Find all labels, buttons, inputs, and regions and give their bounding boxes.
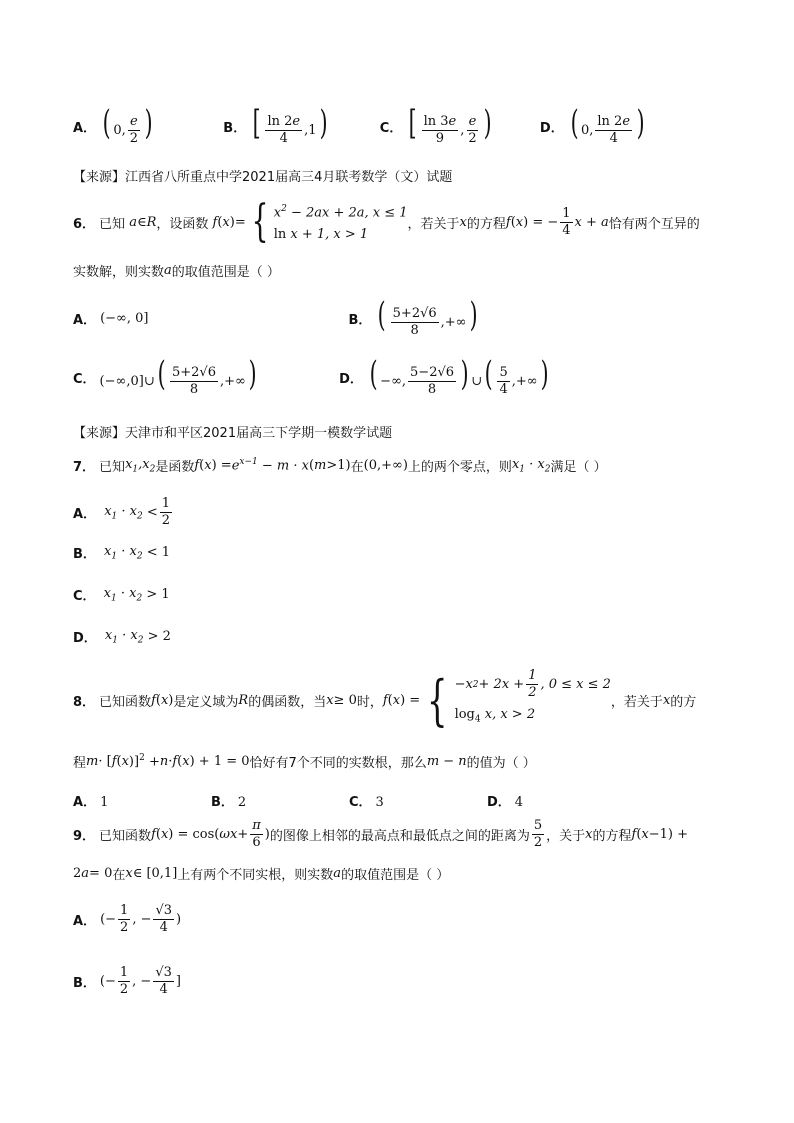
- q6-option-a-label: A．: [73, 313, 97, 328]
- q8-text: 的偶函数，当: [248, 695, 327, 711]
- q5-option-b-label: B．: [223, 121, 247, 136]
- q7-number: 7．: [73, 460, 96, 475]
- q8-piecewise: −x 2 + 2x + $\frac{1}{2}$ , 0 ≤ x ≤ 2 $\log_4 x$, x > 2: [454, 668, 611, 725]
- q8-text: 已知函数: [99, 695, 152, 711]
- q6-option-d-value: ( −∞, $\frac{5-2√6}{8}$ ) ∪( $\frac{5}{4}$ ,+∞): [369, 354, 549, 397]
- q7-option-b-label: B．: [73, 547, 96, 562]
- q7-option-d-label: D．: [73, 631, 97, 646]
- q8-option-b-value: 2: [237, 795, 247, 810]
- q8-option-b: [211, 791, 349, 810]
- q8-option-d-value: 4: [514, 795, 524, 810]
- q6-text: 的取值范围是（ ）: [171, 265, 280, 280]
- q9-text: 的图像上相邻的最高点和最低点之间的距离为: [269, 829, 530, 844]
- q6-text: 的方程: [466, 216, 506, 232]
- q7-stem: 7． 已知 $x_1,x_2$ 是函数 f ( x ) = $e^{x-1} - m \cdot x$ ( m >1) 在 (0,+∞) 上的两个零点，则 $x_1 \cdot x_2$ 满足（ ）: [73, 456, 607, 475]
- q8-option-c-label: C．: [349, 795, 372, 810]
- q7-text: 在: [350, 460, 364, 475]
- q7-option-d: D． $x_1 \cdot x_2$ > 2: [73, 627, 171, 646]
- q5-options-row: [73, 103, 647, 147]
- q5-option-a-label: A．: [73, 121, 97, 136]
- q8-options-row: [73, 791, 587, 810]
- q6-piecewise: $x^2 - 2ax + 2a$, x ≤ 1 ln x + 1, x > 1: [273, 204, 408, 243]
- q6-option-c-label: C．: [73, 372, 96, 387]
- q6-text: ，若关于: [407, 216, 460, 232]
- q5-option-d-value: ( 0, $\frac{\ln 2e}{4}$ ): [570, 103, 645, 146]
- q8-text: 的值为（ ）: [466, 756, 536, 771]
- q6-text: 恰有两个互异的: [608, 216, 700, 232]
- q8-text: ，若关于: [610, 695, 663, 711]
- q8-option-a-label: A．: [73, 795, 97, 810]
- q8-text: 时，: [356, 695, 383, 711]
- q8-option-a-value: 1: [100, 795, 109, 810]
- q6-text: ，设函数: [156, 216, 209, 232]
- q8-text: 的方: [670, 695, 697, 711]
- q7-option-b: B． $x_1 \cdot x_2$ < 1: [73, 543, 171, 562]
- q7-text: 是函数: [155, 460, 195, 475]
- source-note-2: 【来源】天津市和平区2021届高三下学期一模数学试题: [73, 426, 393, 441]
- q8-option-a: [73, 791, 211, 810]
- q6-number: 6．: [73, 216, 96, 232]
- q9-text: 已知函数: [99, 829, 152, 844]
- q9-text: ，关于: [546, 829, 586, 844]
- q5-option-d-label: D．: [539, 121, 564, 136]
- source-note-1: 【来源】江西省八所重点中学2021届高三4月联考数学（文）试题: [73, 170, 453, 185]
- q6-option-d-label: D．: [339, 372, 363, 387]
- q6-option-b-value: ( $\frac{5+2√6}{8}$ ,+∞): [378, 295, 478, 338]
- q6-line-1: 6． 已知 a ∈ R ，设函数 f ( x )= { $x^2 - 2ax + 2a$, x ≤ 1 ln x + 1, x > 1 ，若关于 x 的方程 f ( x ) = − $\frac{1}{4}$ x + a 恰有两个互异的: [73, 196, 700, 248]
- q9-line-2: 2 a = 0 在 x ∈ [0,1] 上有两个不同实根，则实数 a 的取值范围是（ ）: [73, 866, 450, 883]
- q8-option-b-label: B．: [211, 795, 234, 810]
- q6-text: 实数解，则实数: [73, 265, 165, 280]
- q5-option-c-label: C．: [379, 121, 403, 136]
- q7-text: 已知: [99, 460, 126, 475]
- q7-text: 上的两个零点，则: [407, 460, 512, 475]
- q8-line-2: 程 m · [ f ( x )]$^2$ + n · f ( x ) + 1 = 0 恰好有7个不同的实数根，那么 m − n 的值为（ ）: [73, 753, 536, 771]
- q9-text: 上有两个不同实根，则实数: [177, 868, 334, 883]
- q6-option-c-value: (−∞,0]∪( $\frac{5+2√6}{8}$ ,+∞): [99, 354, 257, 397]
- q7-option-a: A． $x_1 \cdot x_2$ < $\frac{1}{2}$: [73, 496, 171, 528]
- q8-option-c-value: 3: [375, 795, 384, 810]
- q9-text: 的方程: [592, 829, 632, 844]
- q7-option-c: C． $x_1 \cdot x_2$ > 1: [73, 585, 170, 604]
- q5-option-b-value: [ $\frac{\ln 2e}{4}$ ,1): [252, 103, 328, 146]
- q9-number: 9．: [73, 829, 96, 844]
- q9-text: 在: [112, 868, 126, 883]
- q8-number: 8．: [73, 695, 96, 711]
- q7-text: 满足（ ）: [550, 460, 607, 475]
- q6-line-2: 实数解，则实数 a 的取值范围是（ ）: [73, 263, 280, 280]
- q9-option-b: B． (− $\frac{1}{2}$ , − $\frac{√3}{4}$ ]: [73, 965, 181, 997]
- q7-option-c-label: C．: [73, 589, 96, 604]
- q6-options-row-1: [73, 295, 480, 339]
- q9-option-a: A． (− $\frac{1}{2}$ , − $\frac{√3}{4}$ ): [73, 903, 182, 935]
- q5-option-a-value: ( 0, $\frac{e}{2}$ ): [102, 103, 153, 146]
- q6-option-a-value: (−∞, 0]: [100, 311, 149, 326]
- q6-option-b-label: B．: [348, 313, 372, 328]
- q9-option-a-label: A．: [73, 914, 97, 929]
- q8-text: 恰好有7个不同的实数根，那么: [249, 756, 427, 771]
- q7-option-a-label: A．: [73, 507, 97, 522]
- q9-line-1: 9． 已知函数 f ( x ) = cos( ωx + $\frac{\pi}{6}$ ) 的图像上相邻的最高点和最低点之间的距离为 $\frac{5}{2}$ ，关于 x 的方程 f ( x −1) +: [73, 818, 689, 850]
- q8-line-1: 8． 已知函数 f ( x ) 是定义域为 R 的偶函数，当 x ≥ 0 时， f ( x ) = { −x 2 + 2x + $\frac{1}{2}$ , 0 ≤ x ≤ 2 $\log_4 x$, x > 2 ，若关于 x 的方: [73, 668, 697, 732]
- q8-option-d-label: D．: [487, 795, 511, 810]
- q8-option-c: [349, 791, 487, 810]
- q8-text: 程: [73, 756, 87, 771]
- q6-text: 已知: [99, 216, 126, 232]
- q8-option-d: [487, 791, 587, 810]
- q9-option-b-label: B．: [73, 976, 96, 991]
- q5-option-c-value: [ $\frac{\ln 3e}{9}$ , $\frac{e}{2}$ ): [408, 103, 492, 146]
- q6-options-row-2: [73, 354, 551, 398]
- q8-text: 是定义域为: [173, 695, 239, 711]
- q9-text: 的取值范围是（ ）: [341, 868, 450, 883]
